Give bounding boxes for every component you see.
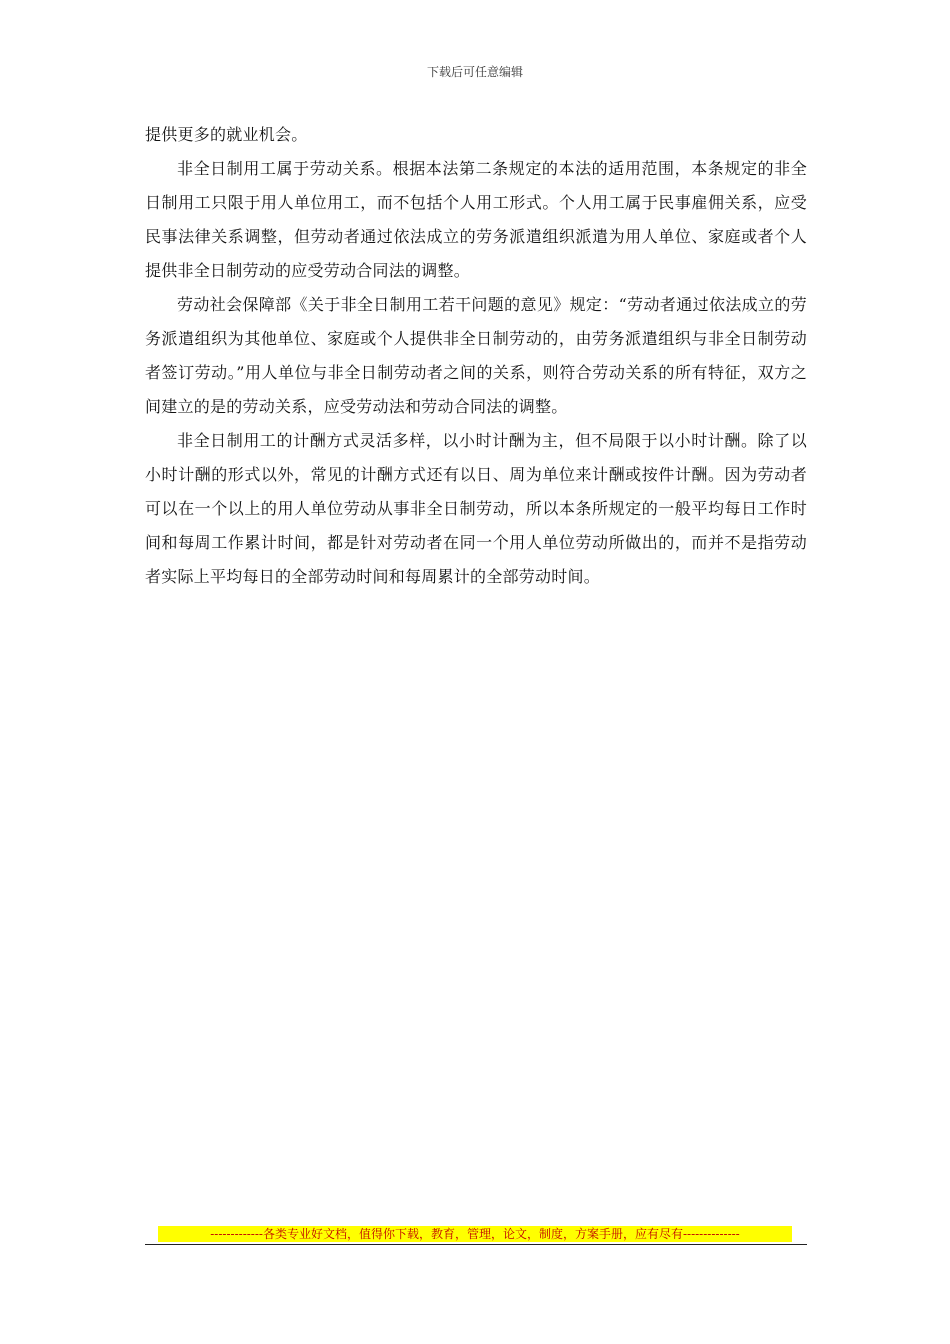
page-header: 下载后可任意编辑: [426, 65, 523, 79]
footer-promo-banner: -------------各类专业好文档，值得你下载，教育，管理，论文，制度，方案手册，应有尽有--------------: [158, 1226, 792, 1242]
paragraph-payment-methods: 非全日制用工的计酬方式灵活多样，以小时计酬为主，但不局限于以小时计酬。除了以小时计酬的形式以外，常见的计酬方式还有以日、周为单位来计酬或按件计酬。因为劳动者可以在一个以上的用人单位劳动从事非全日制劳动，所以本条所规定的一般平均每日工作时间和每周工作累计时间，都是针对劳动者在同一个用人单位劳动所做出的，而并不是指劳动者实际上平均每日的全部劳动时间和每周累计的全部劳动时间。: [145, 431, 807, 586]
paragraph-continuation: 提供更多的就业机会。: [145, 125, 308, 144]
paragraph-ministry-opinion: 劳动社会保障部《关于非全日制用工若干问题的意见》规定：“劳动者通过依法成立的劳务派遣组织为其他单位、家庭或个人提供非全日制劳动的，由劳务派遣组织与非全日制劳动者签订劳动。”用人单位与非全日制劳动者之间的关系，则符合劳动关系的所有特征，双方之间建立的是的劳动关系，应受劳动法和劳动合同法的调整。: [145, 295, 807, 416]
footer-divider: [145, 1244, 807, 1245]
paragraph-labor-relation: 非全日制用工属于劳动关系。根据本法第二条规定的本法的适用范围，本条规定的非全日制用工只限于用人单位用工，而不包括个人用工形式。个人用工属于民事雇佣关系，应受民事法律关系调整，但劳动者通过依法成立的劳务派遣组织派遣为用人单位、家庭或者个人提供非全日制劳动的应受劳动合同法的调整。: [145, 159, 807, 280]
document-body: [145, 118, 807, 594]
